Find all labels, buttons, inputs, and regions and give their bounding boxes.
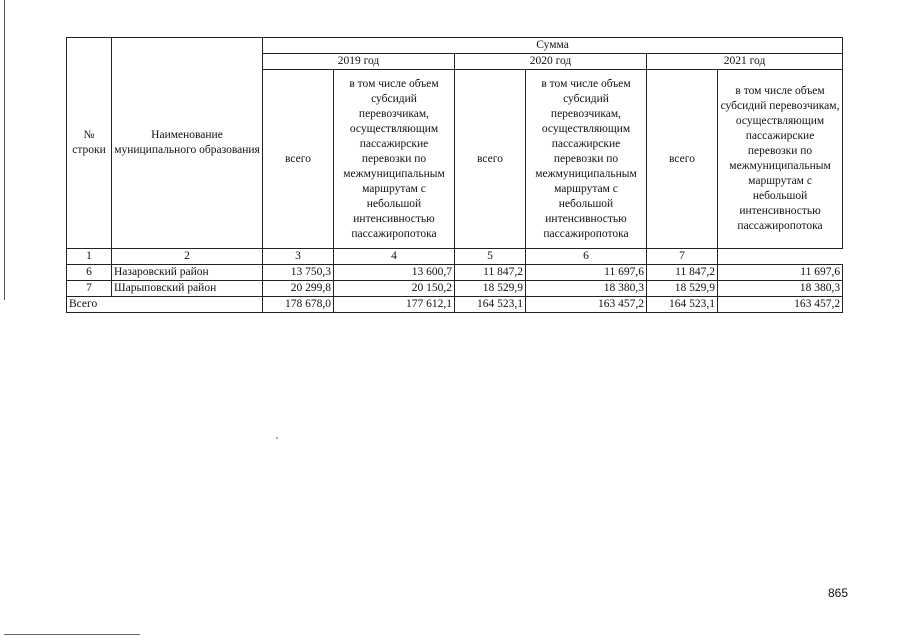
value-cell: 11 847,2: [647, 265, 718, 281]
total-value: 163 457,2: [526, 297, 647, 313]
col-number: 3: [263, 249, 334, 265]
page-number: 865: [828, 586, 849, 600]
col-number: 5: [455, 249, 526, 265]
speck: [276, 437, 278, 439]
row-number: 7: [67, 281, 112, 297]
header-year-2020: 2020 год: [455, 54, 647, 70]
col-number: 1: [67, 249, 112, 265]
value-cell: 20 299,8: [263, 281, 334, 297]
total-row: [67, 297, 843, 313]
col-number: 2: [112, 249, 263, 265]
total-value: 164 523,1: [647, 297, 718, 313]
header-subsidy-2020: в том числе объем субсидий перевозчикам, осуществляющим пассажирские перевозки по межмуниципальным маршрутам с небольшой интенсивностью пассажиропотока: [526, 70, 647, 249]
row-number: 6: [67, 265, 112, 281]
col-number: 7: [647, 249, 718, 265]
footnote-line: [4, 634, 140, 635]
header-municipality: Наименование муниципального образования: [112, 38, 263, 249]
col-number: 6: [526, 249, 647, 265]
header-subsidy-2021: в том числе объем субсидий перевозчикам, осуществляющим пассажирские перевозки по межмуниципальным маршрутам с небольшой интенсивностью пассажиропотока: [718, 70, 843, 249]
value-cell: 11 697,6: [526, 265, 647, 281]
col-number: 4: [334, 249, 455, 265]
header-total-2019: всего: [263, 70, 334, 249]
table-row: [67, 281, 843, 297]
value-cell: 18 380,3: [526, 281, 647, 297]
total-value: 164 523,1: [455, 297, 526, 313]
header-year-2021: 2021 год: [647, 54, 843, 70]
header-sum: Сумма: [263, 38, 843, 54]
table-row: [67, 265, 843, 281]
left-margin-line: [4, 0, 5, 300]
total-label: Всего: [67, 297, 263, 313]
value-cell: 13 750,3: [263, 265, 334, 281]
header-total-2020: всего: [455, 70, 526, 249]
municipality-name: Шарыповский район: [112, 281, 263, 297]
total-value: 163 457,2: [718, 297, 843, 313]
value-cell: 11 697,6: [718, 265, 843, 281]
total-value: 177 612,1: [334, 297, 455, 313]
header-row-number: № строки: [67, 38, 112, 249]
value-cell: 20 150,2: [334, 281, 455, 297]
value-cell: 18 529,9: [455, 281, 526, 297]
header-year-2019: 2019 год: [263, 54, 455, 70]
total-value: 178 678,0: [263, 297, 334, 313]
value-cell: 18 529,9: [647, 281, 718, 297]
header-subsidy-2019: в том числе объем субсидий перевозчикам, осуществляющим пассажирские перевозки по межмуниципальным маршрутам с небольшой интенсивностью пассажиропотока: [334, 70, 455, 249]
value-cell: 18 380,3: [718, 281, 843, 297]
header-total-2021: всего: [647, 70, 718, 249]
value-cell: 13 600,7: [334, 265, 455, 281]
subsidy-table: [66, 37, 843, 313]
municipality-name: Назаровский район: [112, 265, 263, 281]
column-numbers-row: [67, 249, 843, 265]
value-cell: 11 847,2: [455, 265, 526, 281]
